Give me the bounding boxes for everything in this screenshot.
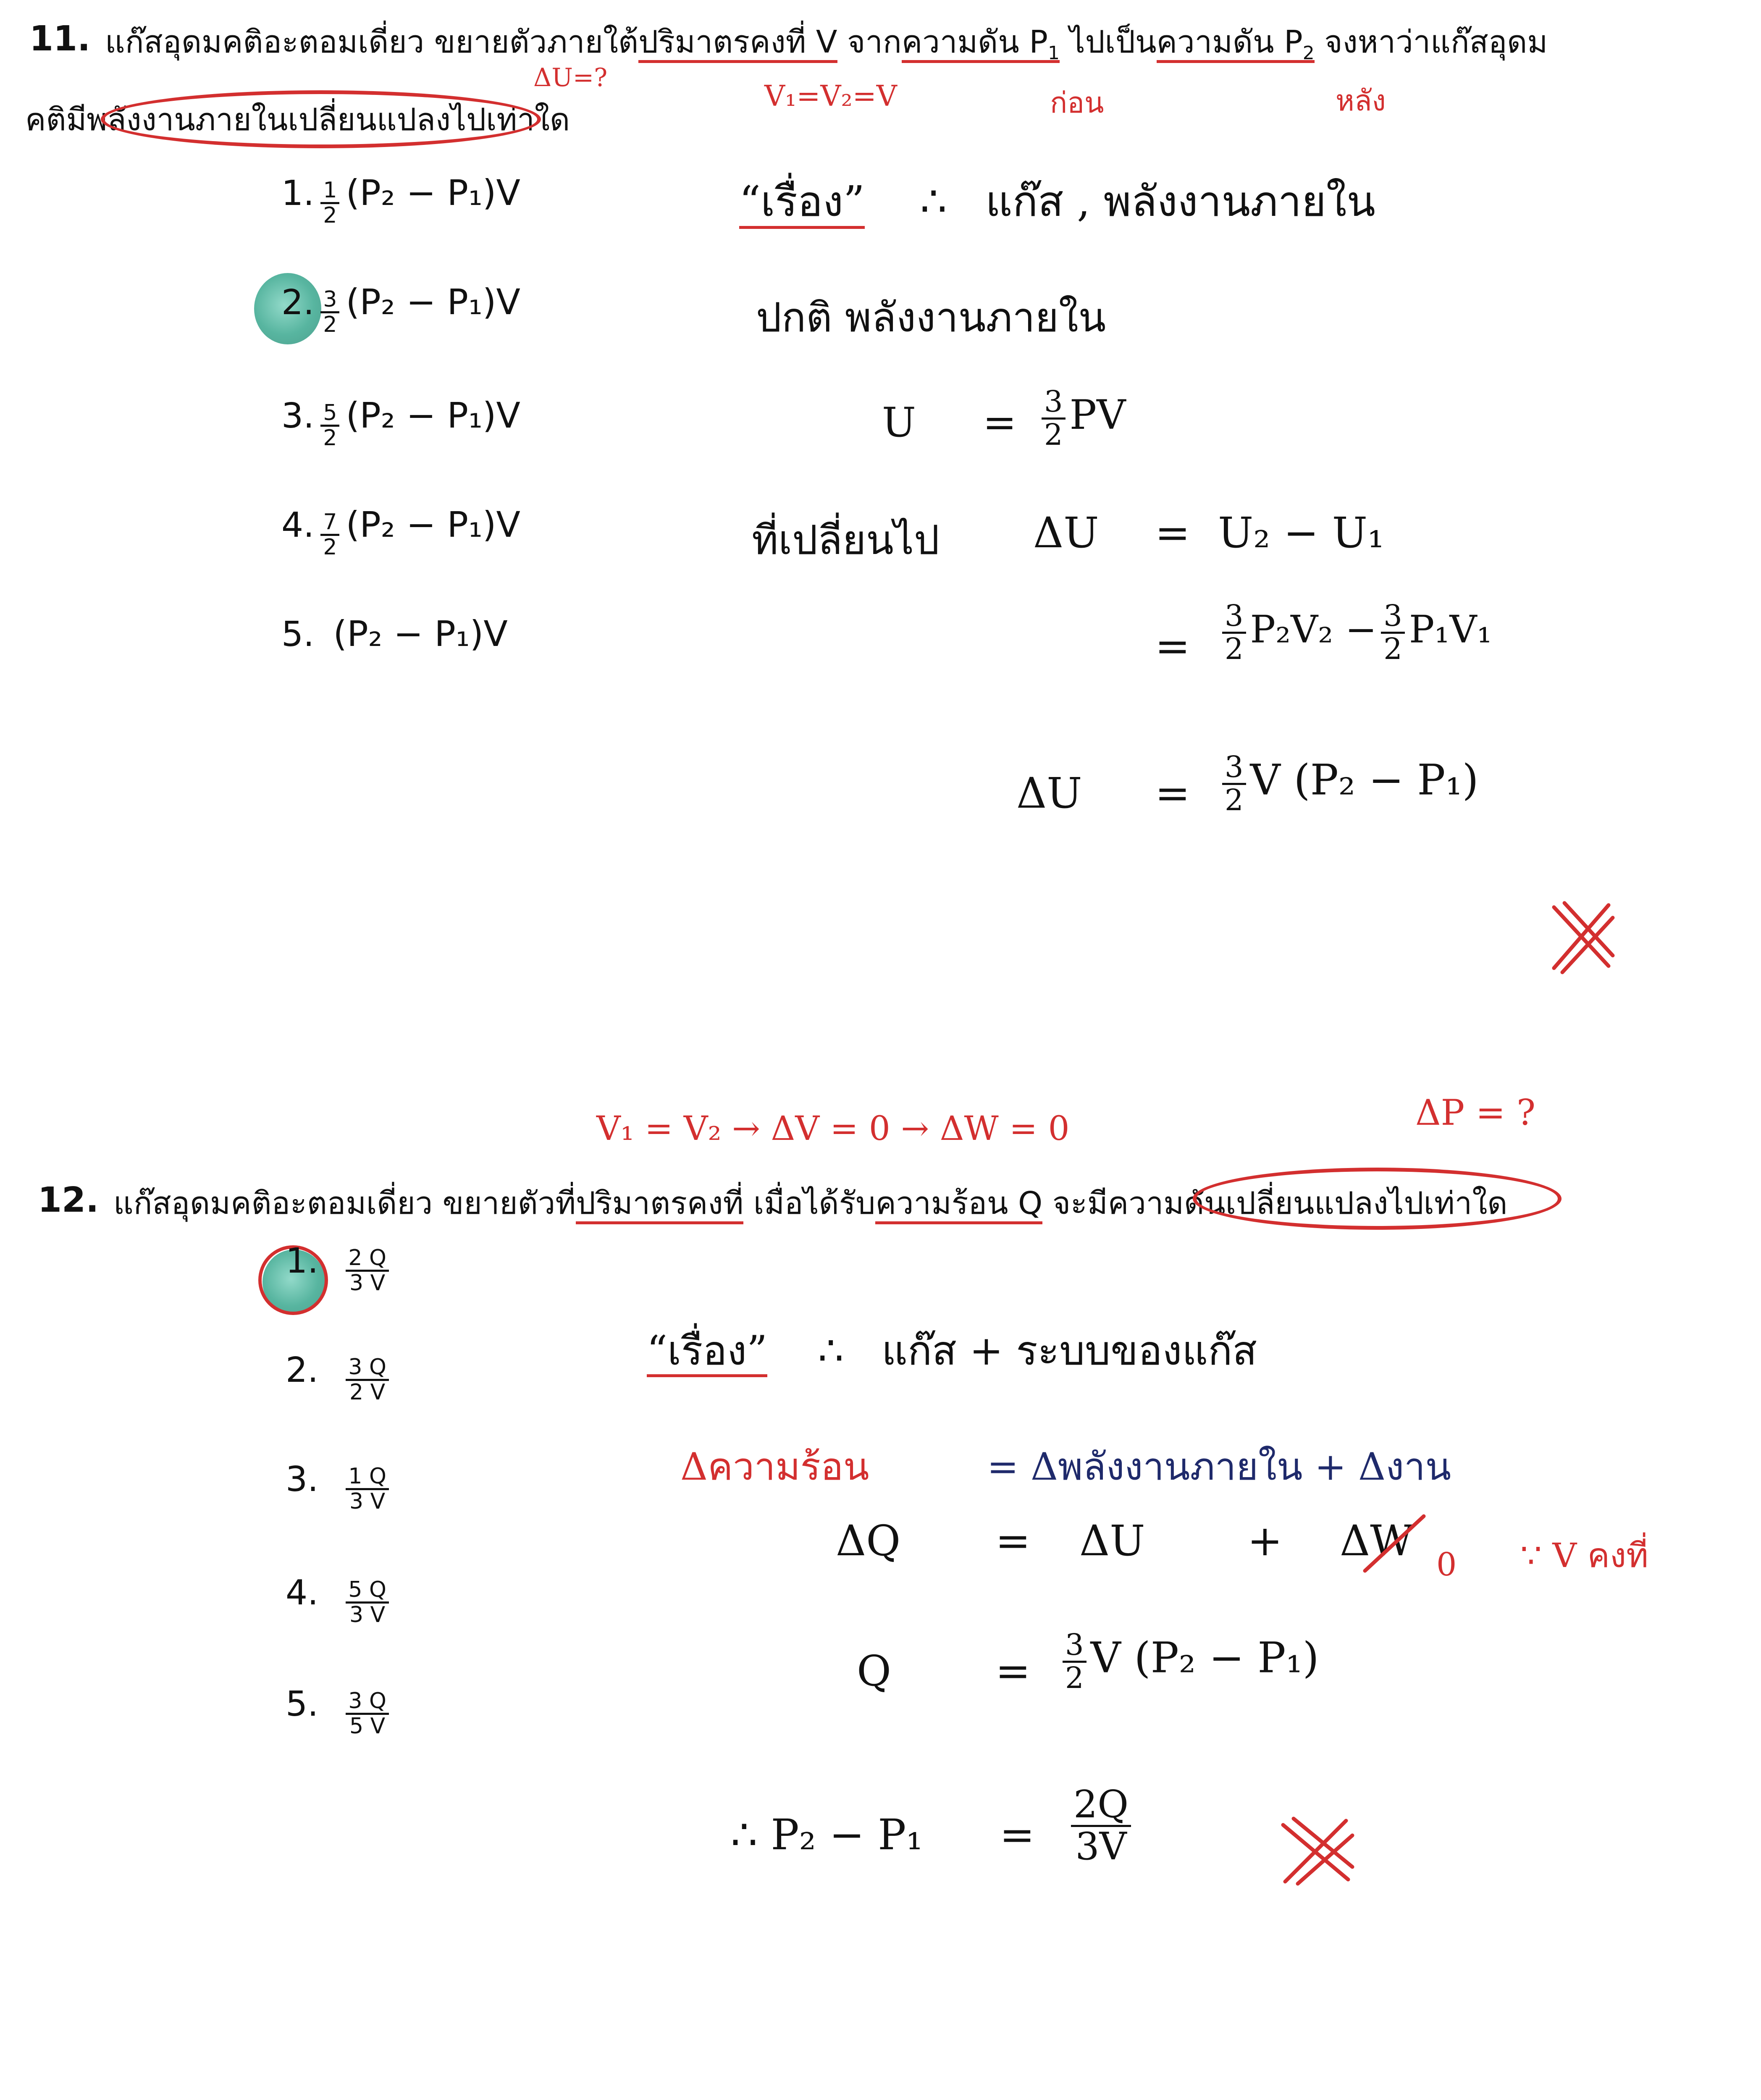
q12-text-part4: ไปเท่าใด (1388, 1185, 1508, 1221)
q12-dq-du: ΔU (1079, 1516, 1145, 1565)
q11-done-mark-icon (1546, 899, 1617, 974)
q12-topic-therefore: ∴ (818, 1327, 844, 1374)
q12-option-5-frac: $\frac{3 Q}{5 V}$ (346, 1690, 389, 1738)
q11-u-eq: = (983, 399, 1017, 446)
q11-u-lhs: U (882, 399, 916, 446)
q12-highlight-heat: ความร้อน Q (875, 1185, 1042, 1224)
q12-dq-eq: = (995, 1516, 1031, 1565)
q12-text-part2: เมื่อได้รับ (743, 1185, 876, 1221)
q12-option-3[interactable] (286, 1460, 393, 1513)
q12-option-2[interactable] (286, 1350, 393, 1404)
q12-dq-note: ∵ V คงที่ (1520, 1536, 1648, 1575)
q11-change-label: ที่เปลี่ยนไป (752, 517, 940, 564)
q12-option-4-frac: $\frac{5 Q}{3 V}$ (346, 1578, 389, 1626)
q11-line2-part2: ไปเท่าใด (451, 102, 570, 138)
q11-option-1-number: 1. (281, 173, 315, 213)
q12-annotation-dp: ΔP = ? (1415, 1092, 1536, 1133)
q11-du-final-lhs: ΔU (1016, 769, 1082, 818)
q11-option-3-number: 3. (281, 396, 315, 436)
q12-option-1[interactable] (286, 1241, 393, 1295)
q11-option-2[interactable] (281, 281, 520, 336)
q11-option-4-expr: (P₂ − P₁)V (346, 504, 520, 545)
q12-done-mark-icon (1277, 1814, 1357, 1886)
q12-option-2-number: 2. (286, 1350, 319, 1390)
q11-highlight-volume: ปริมาตรคงที่ V (638, 24, 837, 63)
q12-option-4-number: 4. (286, 1573, 319, 1613)
q11-option-1-expr: (P₂ − P₁)V (346, 172, 520, 213)
q12-result-rhs: $\frac{2Q}{3V}$ (1067, 1785, 1135, 1866)
q11-du-final-eq: = (1155, 769, 1190, 818)
q11-option-4-coef: $\frac{7}{2}$ (320, 511, 339, 559)
q11-highlight-p1: ความดัน $P_1$ (901, 24, 1060, 64)
q12-option-2-frac: $\frac{3 Q}{2 V}$ (346, 1356, 389, 1404)
q11-option-5-number: 5. (281, 614, 315, 654)
q12-pressure-circle (1193, 1168, 1562, 1230)
q11-option-1-coef: $\frac{1}{2}$ (320, 179, 339, 227)
q11-annotation-du: ΔU=? (533, 63, 608, 92)
q11-option-2-coef: $\frac{3}{2}$ (320, 288, 339, 336)
q11-annotation-after: หลัง (1336, 84, 1386, 118)
q11-du-rhs2: $\frac{3}{2}$ P₂V₂ − $\frac{3}{2}$ P₁V₁ (1218, 601, 1492, 664)
q11-option-2-number: 2. (281, 283, 315, 323)
q12-heat-label: Δความร้อน (680, 1445, 869, 1489)
q11-du-eq: = (1155, 508, 1190, 557)
q12-topic-label: “เรื่อง” (647, 1327, 767, 1377)
q11-u-rhs: $\frac{3}{2}$ PV (1037, 386, 1126, 450)
q12-dw-strike-icon (1361, 1512, 1428, 1575)
q12-text-part3: จะมี (1042, 1185, 1108, 1221)
q11-option-1[interactable] (281, 172, 520, 227)
q12-text-part1: แก๊สอุดมคติอะตอมเดี่ยว ขยายตัวที่ (113, 1185, 576, 1221)
q11-energy-circle (101, 90, 541, 148)
q11-option-3-coef: $\frac{5}{2}$ (320, 402, 339, 449)
q12-result-lhs: ∴ P₂ − P₁ (731, 1810, 923, 1859)
q11-du-rhs1: U₂ − U₁ (1218, 508, 1385, 557)
q11-option-4-number: 4. (281, 505, 315, 545)
q12-result-eq: = (1000, 1810, 1035, 1859)
q12-option-5-number: 5. (286, 1684, 319, 1724)
q11-normal-label: ปกติ พลังงานภายใน (756, 294, 1106, 341)
q11-text-part2: จาก (837, 24, 902, 60)
q12-highlight-volume: ปริมาตรคงที่ (576, 1185, 743, 1224)
q12-option-1-frac: $\frac{2 Q}{3 V}$ (346, 1247, 389, 1294)
q11-topic (739, 168, 1375, 235)
q11-option-5-expr: (P₂ − P₁)V (333, 613, 508, 654)
q12-topic (647, 1319, 1257, 1383)
q12-q-rhs: $\frac{3}{2}$ V (P₂ − P₁) (1058, 1630, 1319, 1693)
q11-line2-part1: คติมี (25, 102, 87, 138)
q11-text-part4: จงหาว่าแก๊สอุดม (1314, 24, 1548, 60)
q12-dq-dw: ΔW (1340, 1516, 1413, 1565)
q12-heat-eq: = Δพลังงานภายใน + Δงาน (987, 1445, 1451, 1489)
q11-annotation-before: ก่อน (1050, 87, 1104, 120)
q12-dq-lhs: ΔQ (836, 1516, 901, 1565)
q11-option-3-expr: (P₂ − P₁)V (346, 395, 520, 436)
q11-du-eq2: = (1155, 622, 1190, 671)
q11-option-5[interactable] (281, 613, 508, 654)
q12-option-5[interactable] (286, 1684, 393, 1738)
q11-option-4[interactable] (281, 504, 520, 559)
q12-dq-zero: 0 (1436, 1546, 1457, 1583)
q11-highlight-energy: พลังงานภายในเปลี่ยนแปลง (87, 102, 451, 138)
q12-q-eq: = (995, 1646, 1031, 1696)
q11-topic-text: แก๊ส , พลังงานภายใน (985, 177, 1375, 226)
q11-option-3[interactable] (281, 395, 520, 450)
q11-text-part1: แก๊สอุดมคติอะตอมเดี่ยว ขยายตัวภายใต้ (105, 24, 639, 60)
q11-du-lhs: ΔU (1033, 508, 1099, 557)
q12-annotation-top: V₁ = V₂ → ΔV = 0 → ΔW = 0 (596, 1109, 1070, 1148)
q12-topic-text: แก๊ส + ระบบของแก๊ส (882, 1327, 1257, 1374)
q11-text-part3: ไปเป็น (1059, 24, 1157, 60)
q11-number: 11. (29, 19, 91, 59)
q11-topic-therefore: ∴ (920, 177, 947, 226)
q12-option-4[interactable] (286, 1573, 393, 1627)
q12-option-3-frac: $\frac{1 Q}{3 V}$ (346, 1465, 389, 1513)
q11-topic-label: “เรื่อง” (739, 177, 865, 229)
q12-number: 12. (38, 1180, 99, 1220)
q12-q-lhs: Q (857, 1646, 891, 1696)
q12-option-1-number: 1. (286, 1241, 319, 1281)
q12-option-3-number: 3. (286, 1460, 319, 1499)
q12-dq-plus: + (1247, 1516, 1283, 1565)
q11-highlight-p2: ความดัน $P_2$ (1156, 24, 1315, 64)
q12-highlight-pressure: ความดันเปลี่ยนแปลง (1108, 1185, 1388, 1221)
q11-text-line1 (105, 17, 1548, 66)
q11-annotation-v: V₁=V₂=V (764, 80, 897, 113)
q11-du-final-rhs: $\frac{3}{2}$ V (P₂ − P₁) (1218, 752, 1479, 816)
q11-option-2-expr: (P₂ − P₁)V (346, 281, 520, 323)
